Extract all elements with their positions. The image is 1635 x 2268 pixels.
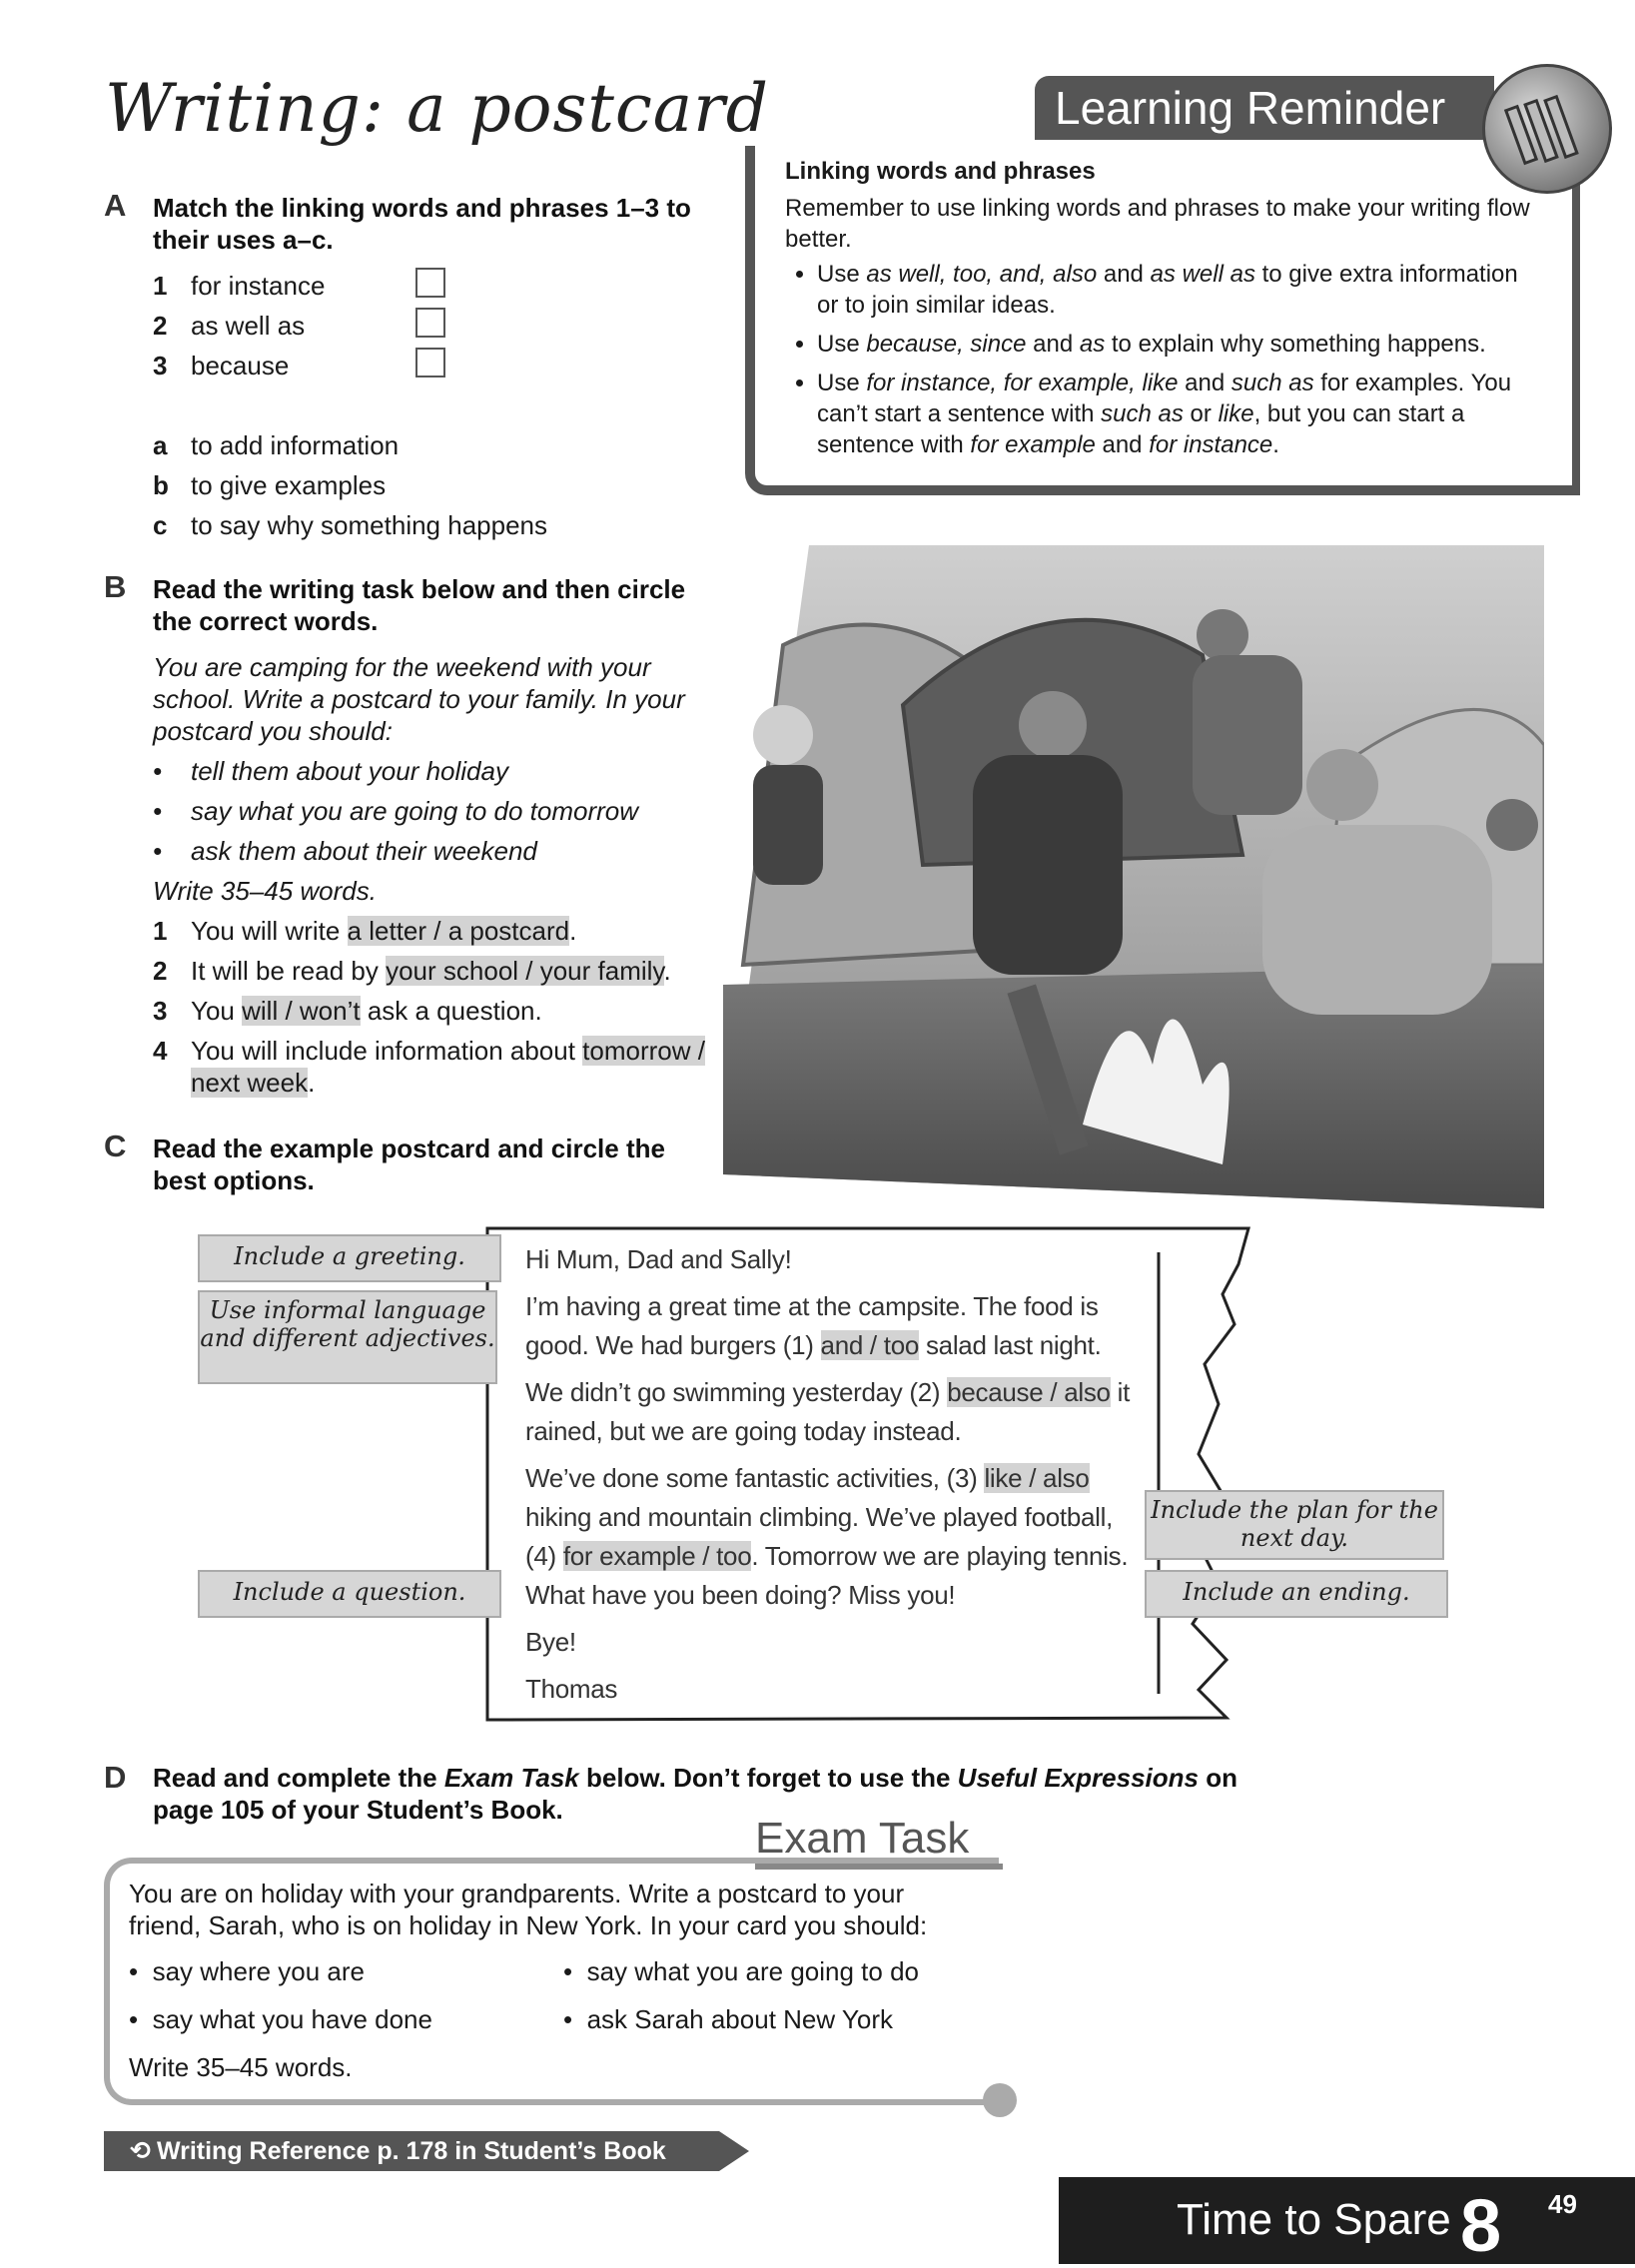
postcard-paragraph: We didn’t go swimming yesterday (2) because / also it rained, but we are going today instead.	[525, 1377, 1131, 1446]
option-choice[interactable]: a letter / a postcard	[347, 916, 570, 946]
reference-text: Writing Reference p. 178 in Student’s Book	[156, 2137, 666, 2165]
question-item: 3 You will / won’t ask a question.	[153, 996, 542, 1026]
option-choice[interactable]: because / also	[947, 1377, 1111, 1407]
list-item: 2 as well as	[153, 311, 306, 341]
postcard-paragraph: We’ve done some fantastic activities, (3) like / also hiking and mountain climbing. We’ve played football, (4) for example / too. Tomorrow we are playing tennis. What have you been doing? Miss you!	[525, 1463, 1129, 1610]
unit-title: Time to Spare	[1177, 2195, 1451, 2244]
section-a-letter: A	[104, 188, 127, 223]
exam-box-end-dot	[983, 2083, 1017, 2117]
section-c-instruction: Read the example postcard and circle the best options.	[153, 1134, 665, 1195]
section-b-instruction: Read the writing task below and then circle the correct words.	[153, 574, 686, 636]
unit-number: 8	[1460, 2184, 1502, 2267]
reminder-intro: Remember to use linking words and phrases to make your writing flow better.	[785, 195, 1530, 253]
label-informal: Use informal language and different adjectives.	[198, 1290, 497, 1384]
question-item: 4 You will include information about tomorrow / next week.	[153, 1036, 705, 1098]
reminder-bullet: • Use for instance, for example, like and such as for examples. You can’t start a sentence with such as or like, but you can start a sentence with for example and for instance.	[817, 368, 1544, 460]
exam-word-count: Write 35–45 words.	[129, 2052, 353, 2082]
learning-reminder-tab: Learning Reminder	[1035, 76, 1494, 140]
learning-reminder-content	[785, 156, 1544, 468]
list-item: 1 for instance	[153, 271, 326, 301]
label-ending: Include an ending.	[1145, 1570, 1448, 1618]
answer-box-2[interactable]	[415, 308, 445, 338]
section-d-letter: D	[104, 1760, 127, 1795]
exam-bullet: • ask Sarah about New York	[563, 2004, 893, 2034]
task-bullet: • tell them about your holiday	[153, 756, 508, 786]
postcard-closing: Bye!	[525, 1627, 576, 1657]
label-question: Include a question.	[198, 1570, 501, 1618]
answer-box-3[interactable]	[415, 348, 445, 378]
section-b-questions	[153, 915, 722, 1099]
postcard-signature: Thomas	[525, 1674, 618, 1704]
section-a-instruction: Match the linking words and phrases 1–3 to their uses a–c.	[153, 193, 691, 255]
exam-intro: You are on holiday with your grandparents. Write a postcard to your friend, Sarah, who is on holiday in New York. In your card you should:	[129, 1879, 928, 1940]
page-number: 49	[1548, 2189, 1577, 2219]
reminder-bullets	[785, 259, 1544, 460]
reminder-bullet: • Use as well, too, and, also and as well as to give extra information or to join similar ideas.	[817, 259, 1544, 321]
option-choice[interactable]: and / too	[820, 1330, 920, 1360]
exam-title-underline	[755, 1864, 1003, 1870]
label-plan: Include the plan for the next day.	[1145, 1490, 1444, 1560]
exam-bullet: • say what you have done	[129, 2004, 432, 2034]
question-item: 2 It will be read by your school / your family.	[153, 956, 671, 986]
unit-footer	[1059, 2177, 1635, 2267]
exam-bullet: • say where you are	[129, 1956, 366, 1986]
option-choice[interactable]: like / also	[984, 1463, 1090, 1493]
postcard-greeting: Hi Mum, Dad and Sally!	[525, 1244, 792, 1274]
section-d-instruction: Read and complete the Exam Task below. Don’t forget to use the Useful Expressions on page 105 of your Student’s Book.	[153, 1763, 1237, 1825]
section-a-items	[153, 268, 325, 383]
section-b-letter: B	[104, 569, 127, 604]
writing-task	[153, 651, 722, 907]
label-greeting: Include a greeting.	[198, 1234, 501, 1282]
section-a-uses	[153, 427, 547, 543]
exam-task-content	[129, 1878, 968, 1941]
option-choice[interactable]: will / won’t	[242, 996, 361, 1026]
question-item: 1 You will write a letter / a postcard.	[153, 916, 577, 946]
exam-bullet: • say what you are going to do	[563, 1956, 920, 1986]
task-word-count: Write 35–45 words.	[153, 876, 377, 906]
task-intro: You are camping for the weekend with your school. Write a postcard to your family. In your postcard you should:	[153, 652, 685, 746]
option-choice[interactable]: for example / too	[562, 1541, 752, 1571]
section-c-letter: C	[104, 1129, 127, 1163]
reminder-bullet: • Use because, since and as to explain why something happens.	[817, 329, 1544, 360]
exam-bullets-left	[129, 1955, 432, 2083]
page-title: Writing: a postcard	[105, 70, 769, 147]
option-choice[interactable]: tomorrow / next week	[191, 1036, 705, 1098]
postcard-body	[525, 1240, 1137, 1709]
camping-photo	[723, 545, 1544, 1208]
exam-task-title: Exam Task	[755, 1814, 970, 1863]
writing-reference-bar[interactable]	[104, 2131, 719, 2171]
list-item: c to say why something happens	[153, 510, 547, 540]
exam-bullets-right	[563, 1955, 919, 2035]
reference-arrow-icon	[719, 2131, 749, 2171]
list-item: b to give examples	[153, 470, 387, 500]
list-item: a to add information	[153, 430, 400, 460]
task-bullet: • say what you are going to do tomorrow	[153, 796, 639, 826]
option-choice[interactable]: your school / your family	[386, 956, 664, 986]
reminder-heading: Linking words and phrases	[785, 158, 1096, 185]
answer-box-1[interactable]	[415, 268, 445, 298]
list-item: 3 because	[153, 351, 290, 380]
task-bullet: • ask them about their weekend	[153, 836, 537, 866]
postcard-paragraph: I’m having a great time at the campsite. The food is good. We had burgers (1) and / too salad last night.	[525, 1291, 1102, 1360]
refresh-icon: ⟲	[130, 2137, 151, 2165]
